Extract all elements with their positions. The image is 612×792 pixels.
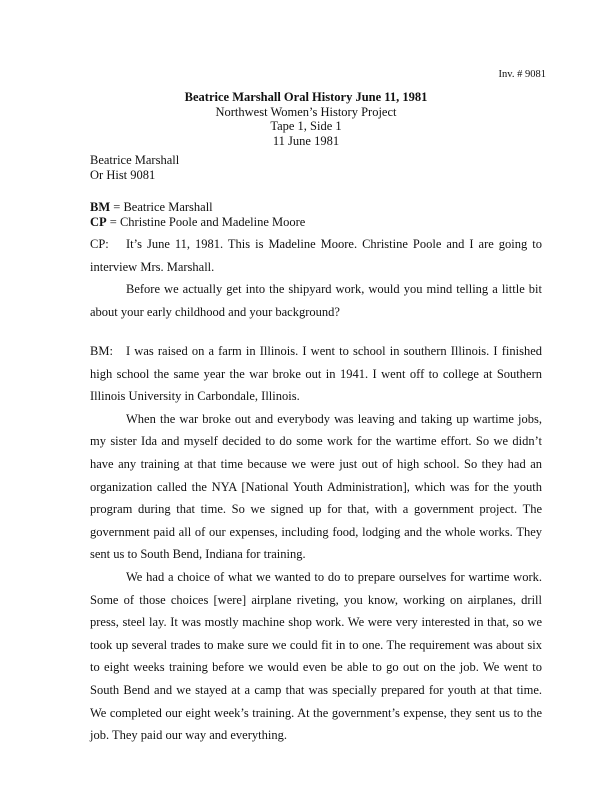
key-bm-abbr: BM: [90, 200, 111, 214]
speaker-label: BM:: [90, 344, 113, 358]
subject-block: [90, 153, 540, 182]
key-bm-text: = Beatrice Marshall: [110, 200, 213, 214]
key-cp-abbr: CP: [90, 214, 107, 229]
paragraph-text: It’s June 11, 1981. This is Madeline Moore. Christine Poole and I are going to interview Mrs. Marshall.: [90, 237, 542, 274]
subject-name: Beatrice Marshall: [90, 153, 180, 167]
transcript-paragraph: [90, 340, 542, 408]
tape-label: Tape 1, Side 1: [270, 119, 342, 133]
key-cp: [90, 215, 540, 230]
key-bm: [90, 200, 540, 215]
interview-date: 11 June 1981: [272, 133, 340, 148]
transcript-bm-section: [90, 340, 542, 747]
collection-id: Or Hist 9081: [90, 167, 156, 182]
transcript-paragraph: When the war broke out and everybody was leaving and taking up wartime jobs, my sister Ida and myself decided to do some work for the wartime effort. So we didn’t have any training at that time because we were just out of high school. So they had an organization called the NYA [National Youth Administration], which was for the youth program during that time. So we signed up for that, with a government project. The government paid all of our expenses, including food, lodging and the whole works. They sent us to South Bend, Indiana for training.: [90, 411, 542, 562]
document-header: [0, 90, 612, 148]
document-title: Beatrice Marshall Oral History June 11, 1981: [184, 90, 428, 104]
transcript-paragraph: Before we actually get into the shipyard work, would you mind telling a little bit about your early childhood and your background?: [90, 282, 542, 319]
speaker-label: CP:: [90, 237, 109, 251]
transcript-paragraph: We had a choice of what we wanted to do to prepare ourselves for wartime work. Some of those choices [were] airplane riveting, you know, working on airplanes, drill press, steel lay. It was mostly machine shop work. We were very interested in that, so we took up several trades to make sure we could fit in to one. The requirement was about six to eight weeks training before we would even be able to go out on the job. We went to South Bend and we stayed at a camp that was specially prepared for youth at that time. We completed our eight week’s training. At the government’s expense, they sent us to the job. They paid our way and everything.: [90, 569, 542, 743]
project-name: Northwest Women’s History Project: [215, 104, 397, 119]
transcript-cp-section: [90, 233, 542, 323]
paragraph-text: I was raised on a farm in Illinois. I went to school in southern Illinois. I finished high school the same year the war broke out in 1941. I went off to college at Southern Illinois University in Carbondale, Illinois.: [90, 344, 542, 404]
inventory-number: Inv. # 9081: [498, 69, 546, 80]
key-cp-text: = Christine Poole and Madeline Moore: [106, 214, 306, 229]
speaker-key: [90, 200, 540, 229]
transcript-paragraph: [90, 233, 542, 278]
